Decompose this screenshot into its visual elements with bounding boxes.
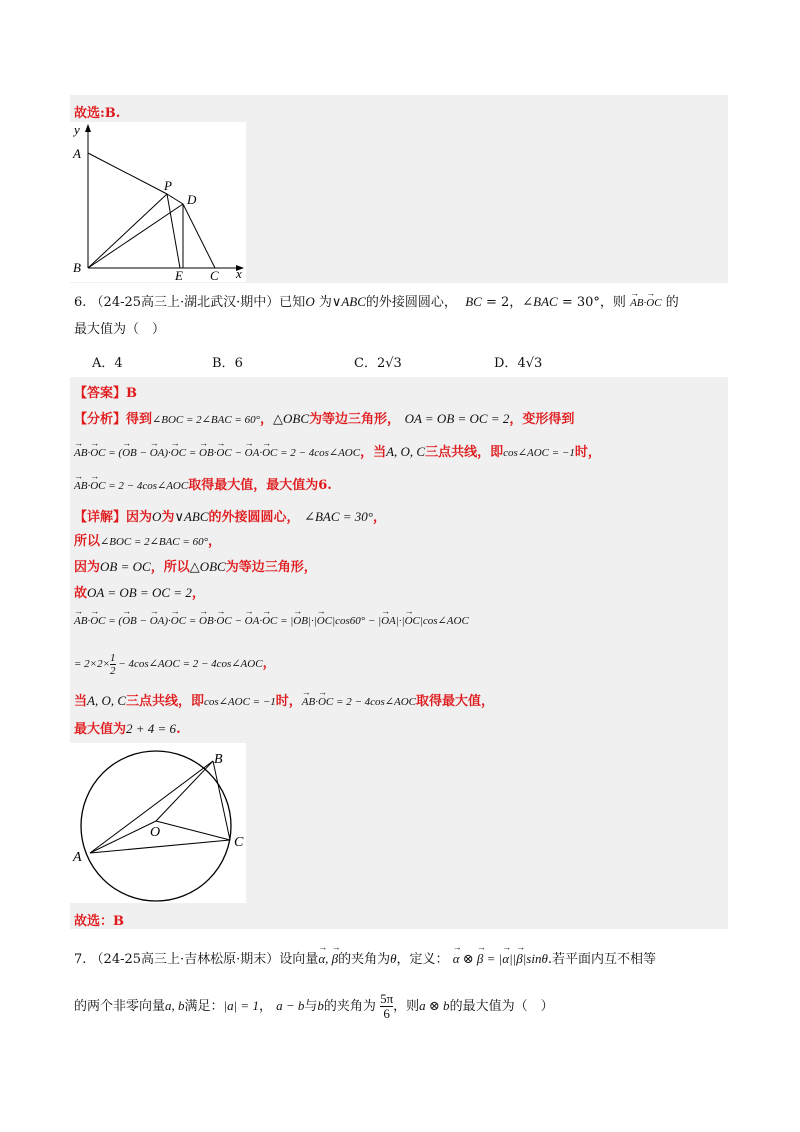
fig1-label-D: D (187, 192, 197, 207)
q7-line1: 7. （24-25高三上·吉林松原·期末）设向量→ α, → β的夹角为θ，定义： → α ⊗ → β = |→ α||→ β|sinθ.若平面内互不相等 (74, 948, 656, 967)
q6-line2: 最大值为（ ） (74, 322, 166, 337)
answer-conclusion: 故选：B (74, 914, 124, 929)
fig2-label-C: C (234, 835, 244, 850)
analysis-line1: 【分析】得到∠BOC = 2∠BAC = 60°，△OBC为等边三角形， OA = OB = OC = 2，变形得到 (74, 411, 575, 427)
detail-line2: 所以∠BOC = 2∠BAC = 60°， (74, 534, 221, 549)
detail-line6: = 2×2× $\frac{1}{2}$ − 4cos∠AOC = 2 − 4cos∠AOC， (74, 652, 276, 677)
analysis-line2: → AB·→ OC = (→ OB − → OA)·→ OC = → OB·→ OC − → OA·→ OC = 2 − 4cos∠AOC，当A, O, C三点共线，即cos∠AOC = −1时， (74, 441, 601, 460)
q7-line2: 的两个非零向量a, b满足：|a| = 1， a − b与b的夹角为 $\frac{5\pi}{6}$ ，则a ⊗ b的最大值为（ ） (74, 991, 554, 1021)
q6-source: （24-25高三上·湖北武汉·期中） (90, 295, 280, 310)
q6-line1: 6. （24-25高三上·湖北武汉·期中）已知O 为∨ABC的外接圆圆心， BC = 2，∠BAC = 30°，则 → AB·→ OC 的 (74, 291, 679, 310)
fig1-label-A: A (73, 146, 81, 161)
q6-option-c[interactable]: C．2√3 (354, 356, 402, 371)
analysis-line3: → AB·→ OC = 2 − 4cos∠AOC取得最大值，最大值为6. (74, 474, 332, 493)
q6-option-d[interactable]: D．4√3 (494, 356, 543, 371)
fig1-label-B: B (73, 260, 81, 275)
q6-number: 6. (74, 295, 87, 310)
q6-option-a[interactable]: A．4 (92, 356, 123, 371)
q6-option-b[interactable]: B．6 (212, 356, 243, 371)
detail-line7: 当A, O, C三点共线，即cos∠AOC = −1时，→ AB·→ OC = 2 − 4cos∠AOC取得最大值， (74, 690, 494, 709)
fig2-label-B: B (214, 752, 223, 767)
figure-circle-diagram (70, 743, 246, 903)
detail-line8: 最大值为2 + 4 = 6. (74, 721, 181, 737)
q6-stem-tail: 的外接圆圆心， (365, 295, 457, 310)
fig1-label-E: E (175, 268, 183, 282)
detail-line5: → AB·→ OC = (→ OB − → OA)·→ OC = → OB·→ OC − → OA·→ OC = |→ OB|·|→ OC|cos60° − |→ OA|·|→ OC|cos∠AOC (74, 613, 469, 628)
fig1-label-C: C (210, 268, 219, 282)
figure-coordinate-diagram (70, 122, 246, 282)
fig1-label-y: y (74, 122, 80, 137)
answer-tag: 【答案】B (74, 386, 137, 401)
fig1-label-x: x (236, 266, 242, 281)
q6-stem-text: 已知 (279, 295, 306, 310)
top-conclusion: 故选:B. (74, 106, 121, 121)
detail-line3: 因为OB = OC，所以△OBC为等边三角形， (74, 559, 317, 575)
fig2-label-O: O (150, 825, 161, 840)
q6-stem-end: ，则 (599, 295, 626, 310)
detail-line1: 【详解】因为O为∨ABC的外接圆圆心， ∠BAC = 30°， (74, 509, 386, 525)
detail-line4: 故OA = OB = OC = 2， (74, 585, 205, 601)
fig1-label-P: P (164, 178, 172, 193)
q6-stem-end2: 的 (665, 295, 679, 310)
fig2-label-A: A (73, 850, 82, 865)
